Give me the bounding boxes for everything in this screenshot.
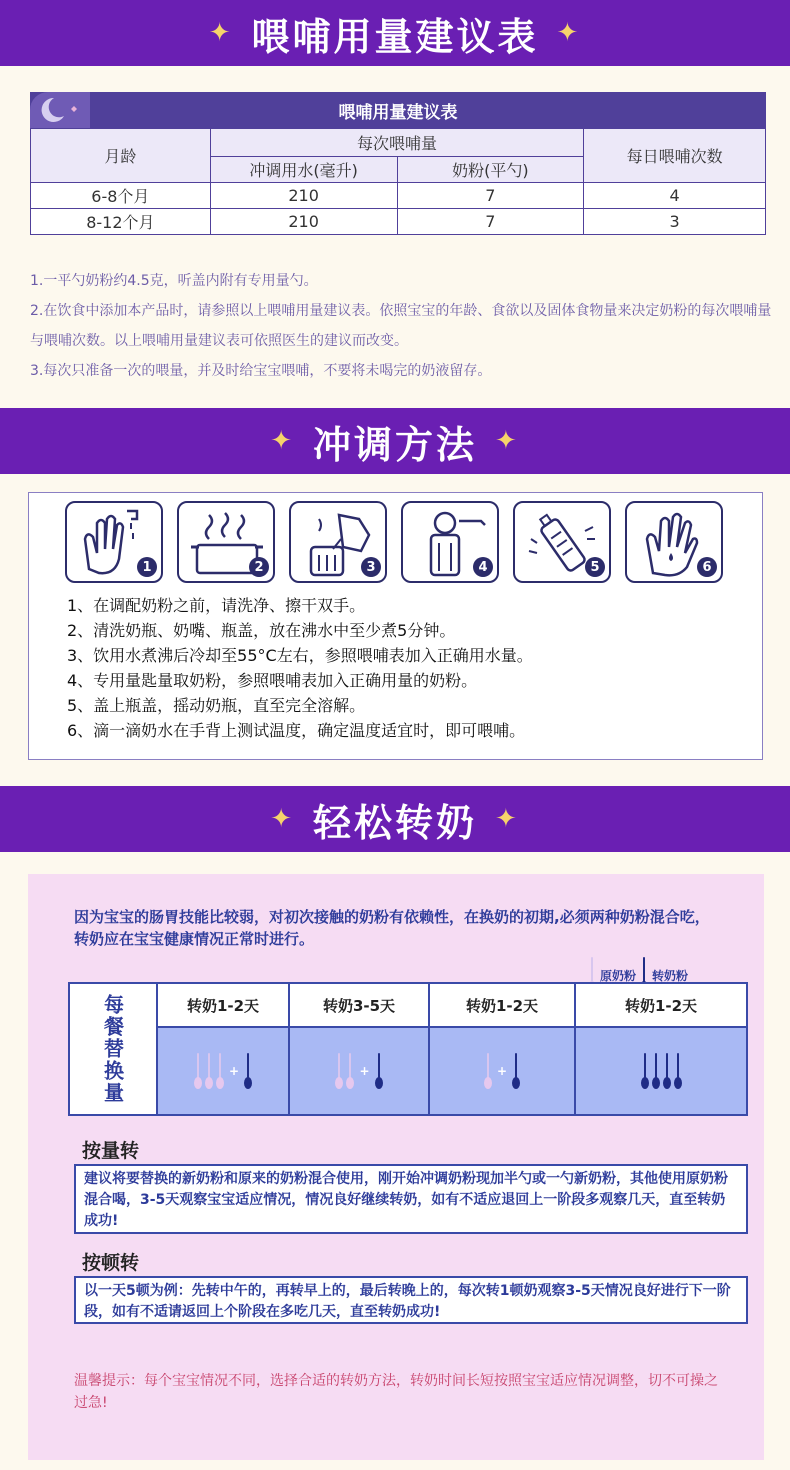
feeding-table-title-bar (30, 92, 766, 128)
step-5: 5、盖上瓶盖，摇动奶瓶，直至完全溶解。 (67, 696, 366, 715)
sparkle-icon: ✦ (556, 18, 582, 48)
step-number: 5 (585, 557, 605, 577)
row-label (70, 984, 158, 1114)
stage-label: 转奶1-2天 (430, 984, 574, 1028)
table-row (31, 183, 766, 209)
step-3: 3、饮用水煮沸后冷却至55°C左右，参照喂哺表加入正确用水量。 (67, 646, 533, 665)
header-water: 冲调用水(毫升) (210, 157, 397, 183)
legend-old-label: 原奶粉 (600, 968, 637, 983)
preparation-steps (67, 593, 533, 743)
step-number: 6 (697, 557, 717, 577)
method-2-text: 以一天5顿为例：先转中午的，再转早上的，最后转晚上的，每次转1顿奶观察3-5天情况良好进行下一阶段，如有不适请返回上个阶段在多吃几天，直至转奶成功! (74, 1276, 748, 1324)
stage-spoons (430, 1028, 574, 1114)
stage-label: 转奶3-5天 (290, 984, 428, 1028)
method-1-text: 建议将要替换的新奶粉和原来的奶粉混合使用，刚开始冲调奶粉现加半勺或一勺新奶粉，其他使用原奶粉混合喝，3-5天观察宝宝适应情况，情况良好继续转奶，如有不适应退回上一阶段多观察几天，直至转奶成功! (74, 1164, 748, 1234)
row-label-text: 每餐替换量 (100, 994, 125, 1104)
new-formula-spoon-icon (663, 1053, 671, 1089)
banner-title: 喂哺用量建议表 (251, 14, 539, 59)
step-number: 3 (361, 557, 381, 577)
cell-age: 6-8个月 (31, 183, 211, 209)
sparkle-icon: ✦ (495, 804, 520, 834)
step-icons-row (65, 501, 723, 583)
feeding-table-wrap (30, 92, 766, 235)
old-formula-spoon-icon (484, 1053, 492, 1089)
plus-icon: + (496, 1064, 508, 1078)
new-formula-spoon-icon (652, 1053, 660, 1089)
step-number: 4 (473, 557, 493, 577)
banner-feeding-table (0, 0, 790, 66)
table-row (31, 209, 766, 235)
step-number: 1 (137, 557, 157, 577)
old-formula-spoon-icon (216, 1053, 224, 1089)
header-amount: 每次喂哺量 (210, 129, 583, 157)
legend-new-label: 转奶粉 (652, 968, 689, 983)
new-formula-spoon-icon (375, 1053, 383, 1089)
preparation-section (0, 474, 790, 786)
new-formula-spoon-icon (674, 1053, 682, 1089)
measure-powder-icon (401, 501, 499, 583)
shake-bottle-icon (513, 501, 611, 583)
cell-times: 3 (584, 209, 766, 235)
step-1: 1、在调配奶粉之前，请洗净、擦干双手。 (67, 596, 366, 615)
cell-water: 210 (210, 209, 397, 235)
feeding-table (30, 128, 766, 235)
wash-hands-icon (65, 501, 163, 583)
test-temperature-icon (625, 501, 723, 583)
new-formula-spoon-icon (641, 1053, 649, 1089)
plus-icon: + (359, 1064, 370, 1078)
banner-preparation (0, 408, 790, 474)
pour-water-icon (289, 501, 387, 583)
moon-decoration (30, 92, 90, 128)
step-number: 2 (249, 557, 269, 577)
note-3: 3.每次只准备一次的喂量，并及时给宝宝喂哺，不要将未喝完的奶液留存。 (30, 363, 492, 379)
sparkle-icon: ✦ (270, 426, 295, 456)
sparkle-icon: ✦ (208, 18, 234, 48)
note-2: 2.在饮食中添加本产品时，请参照以上喂哺用量建议表。依照宝宝的年龄、食欲以及固体食物量来决定奶粉的每次喂哺量与喂哺次数。以上喂哺用量建议表可依照医生的建议而改变。 (30, 303, 772, 349)
cell-age: 8-12个月 (31, 209, 211, 235)
stage-column (576, 984, 746, 1114)
cell-powder: 7 (397, 183, 584, 209)
feeding-table-title: 喂哺用量建议表 (338, 102, 458, 123)
cell-powder: 7 (397, 209, 584, 235)
feeding-section (0, 66, 790, 408)
old-formula-spoon-icon (335, 1053, 343, 1089)
header-powder: 奶粉(平勺) (397, 157, 584, 183)
stage-label: 转奶1-2天 (158, 984, 288, 1028)
plus-icon: + (228, 1064, 240, 1078)
switching-panel (28, 874, 764, 1460)
stage-spoons (158, 1028, 288, 1114)
stage-column (158, 984, 290, 1114)
step-2: 2、清洗奶瓶、奶嘴、瓶盖，放在沸水中至少煮5分钟。 (67, 621, 456, 640)
method-2-title: 按顿转 (82, 1252, 140, 1274)
banner-switching (0, 786, 790, 852)
stage-column (290, 984, 430, 1114)
sparkle-icon: ✦ (270, 804, 295, 834)
old-formula-spoon-icon (346, 1053, 354, 1089)
warm-tip: 温馨提示：每个宝宝情况不同，选择合适的转奶方法，转奶时间长短按照宝宝适应情况调整，切不可操之过急! (74, 1373, 718, 1411)
banner-title: 冲调方法 (312, 422, 477, 467)
stage-spoons (576, 1028, 746, 1114)
method-1-title: 按量转 (82, 1140, 140, 1162)
old-formula-spoon-icon (194, 1053, 202, 1089)
preparation-box (28, 492, 763, 760)
switching-intro: 因为宝宝的肠胃技能比较弱，对初次接触的奶粉有依赖性，在换奶的初期,必须两种奶粉混合吃，转奶应在宝宝健康情况正常时进行。 (74, 908, 710, 948)
feeding-notes (30, 266, 782, 386)
boiling-pot-icon (177, 501, 275, 583)
switching-section (0, 852, 790, 1464)
new-formula-spoon-icon (512, 1053, 520, 1089)
banner-title: 轻松转奶 (312, 800, 477, 845)
cell-water: 210 (210, 183, 397, 209)
switching-schedule (68, 982, 748, 1116)
header-times: 每日喂哺次数 (584, 129, 766, 183)
old-formula-spoon-icon (205, 1053, 213, 1089)
note-1: 1.一平勺奶粉约4.5克，听盖内附有专用量勺。 (30, 273, 318, 289)
cell-times: 4 (584, 183, 766, 209)
sparkle-icon: ✦ (495, 426, 520, 456)
stage-label: 转奶1-2天 (576, 984, 746, 1028)
step-4: 4、专用量匙量取奶粉，参照喂哺表加入正确用量的奶粉。 (67, 671, 478, 690)
new-formula-spoon-icon (244, 1053, 252, 1089)
header-age: 月龄 (31, 129, 211, 183)
stage-column (430, 984, 576, 1114)
stage-spoons (290, 1028, 428, 1114)
step-6: 6、滴一滴奶水在手背上测试温度，确定温度适宜时，即可喂哺。 (67, 721, 526, 740)
